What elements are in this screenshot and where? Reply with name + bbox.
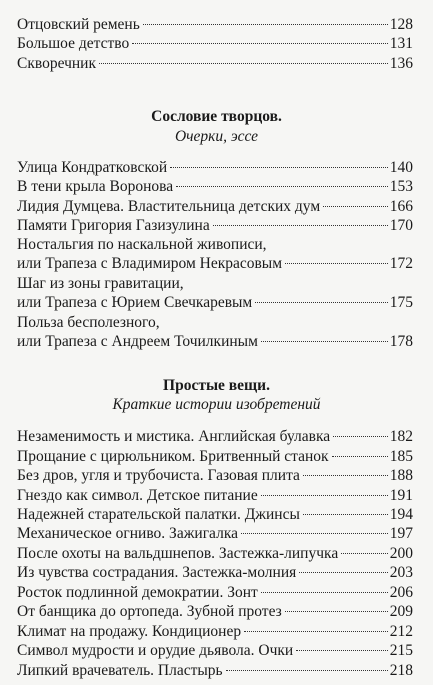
entry-title-line1: Польза бесполезного, — [17, 314, 160, 332]
entry-title: Отцовский ремень — [17, 15, 140, 33]
entry-page: 206 — [389, 583, 413, 601]
section-title: Простые вещи. — [163, 376, 270, 394]
entry-page: 172 — [389, 254, 413, 272]
entry-title: Скворечник — [17, 54, 96, 72]
entry-title: После охоты на вальдшнепов. Застежка-липучка — [17, 544, 339, 562]
leader-dots — [299, 572, 388, 573]
leader-dots — [143, 24, 388, 25]
toc-entry — [17, 275, 413, 312]
entry-title: Механическое огниво. Зажигалка — [17, 525, 238, 543]
entry-title: Климат на продажу. Кондиционер — [17, 622, 242, 640]
toc-entry — [17, 236, 413, 273]
entry-page: 178 — [389, 332, 413, 350]
leader-dots — [261, 495, 388, 496]
toc-entry — [17, 506, 413, 525]
entry-title-line1: Ностальгия по наскальной живописи, — [17, 236, 267, 254]
entry-page: 185 — [389, 447, 413, 465]
entry-title: Большое детство — [17, 35, 130, 52]
toc-entry — [17, 545, 413, 564]
entry-page: 131 — [389, 35, 413, 52]
toc-entry — [17, 603, 413, 622]
entry-page: 194 — [389, 506, 413, 523]
entry-title: Из чувства сострадания. Застежка-молния — [17, 564, 297, 582]
entry-page: 128 — [389, 15, 413, 33]
entry-title: или Трапеза с Юрием Свечкаревым — [17, 293, 253, 311]
leader-dots — [213, 225, 388, 226]
leader-dots — [244, 631, 388, 632]
leader-dots — [303, 475, 388, 476]
leader-dots — [296, 650, 388, 651]
section-title: Сословие творцов. — [151, 108, 282, 125]
entry-title: От банщика до ортопеда. Зубной протез — [17, 603, 282, 621]
leader-dots — [261, 341, 388, 342]
toc-entry — [17, 55, 413, 74]
entry-title: Прощание с цирюльником. Бритвенный станок — [17, 447, 329, 465]
entry-title: Лидия Думцева. Властительница детских дум — [17, 197, 321, 215]
leader-dots — [285, 611, 388, 612]
entry-title: Росток подлинной демократии. Зонт — [17, 583, 258, 601]
toc-entry — [17, 428, 413, 447]
entry-title: Гнездо как символ. Детское питание — [17, 486, 258, 504]
toc-entry — [17, 467, 413, 486]
entry-title: Символ мудрости и орудие дьявола. Очки — [17, 642, 294, 660]
entry-page: 212 — [389, 622, 413, 640]
toc-entry — [17, 198, 413, 217]
leader-dots — [261, 592, 388, 593]
entry-page: 209 — [389, 603, 413, 621]
entry-title: Незаменимость и мистика. Английская булавка — [17, 428, 331, 446]
toc-entry — [17, 487, 413, 506]
leader-dots — [241, 533, 388, 534]
entry-page: 140 — [389, 158, 413, 176]
entry-page: 175 — [389, 293, 413, 311]
toc-entry — [17, 178, 413, 197]
toc-entry — [17, 662, 413, 681]
section-subtitle: Краткие истории изобретений — [112, 396, 321, 413]
toc-entry — [17, 159, 413, 178]
toc-entry — [17, 16, 413, 35]
toc-entry — [17, 584, 413, 603]
entry-title-line1: Шаг из зоны гравитации, — [17, 275, 184, 293]
entry-title: Без дров, угля и трубочиста. Газовая плита — [17, 467, 300, 484]
leader-dots — [132, 43, 388, 44]
entry-page: 218 — [389, 661, 413, 679]
toc-entry — [17, 35, 413, 54]
leader-dots — [333, 436, 388, 437]
entry-page: 191 — [389, 486, 413, 504]
leader-dots — [170, 167, 388, 168]
leader-dots — [303, 514, 388, 515]
leader-dots — [323, 206, 388, 207]
entry-page: 200 — [389, 544, 413, 562]
entry-page: 136 — [389, 54, 413, 72]
toc-entry — [17, 314, 413, 351]
entry-title: Надежней старательской палатки. Джинсы — [17, 506, 300, 523]
entry-page: 166 — [389, 197, 413, 215]
entry-page: 188 — [389, 467, 413, 484]
leader-dots — [176, 186, 388, 187]
section-subtitle: Очерки, эссе — [174, 127, 259, 145]
leader-dots — [341, 553, 388, 554]
entry-title: В тени крыла Воронова — [17, 178, 174, 196]
leader-dots — [226, 670, 388, 671]
toc-entry — [17, 217, 413, 236]
entry-title: или Трапеза с Владимиром Некрасовым — [17, 254, 283, 272]
entry-page: 170 — [389, 217, 413, 234]
entry-title: или Трапеза с Андреем Точилкиным — [17, 332, 258, 350]
entry-title: Улица Кондратковской — [17, 158, 168, 176]
leader-dots — [99, 63, 388, 64]
entry-title: Липкий врачеватель. Пластырь — [17, 661, 223, 679]
entry-page: 215 — [389, 642, 413, 660]
entry-title: Памяти Григория Газизулина — [17, 217, 210, 234]
toc-entry — [17, 525, 413, 544]
toc-entry — [17, 564, 413, 583]
leader-dots — [332, 456, 388, 457]
toc-entry — [17, 448, 413, 467]
entry-page: 203 — [389, 564, 413, 582]
leader-dots — [285, 263, 388, 264]
entry-page: 197 — [389, 525, 413, 543]
entry-page: 153 — [389, 178, 413, 196]
toc-entry — [17, 642, 413, 661]
toc-entry — [17, 623, 413, 642]
leader-dots — [255, 302, 388, 303]
entry-page: 182 — [389, 428, 413, 446]
